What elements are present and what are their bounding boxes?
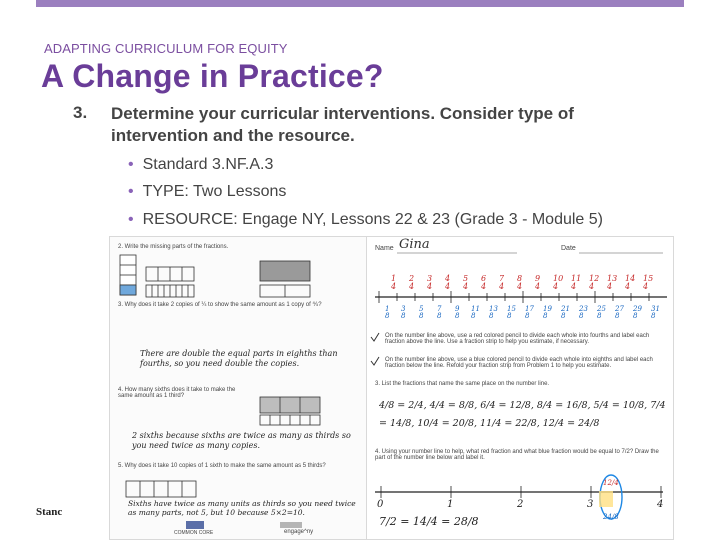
svg-text:4: 4 bbox=[499, 282, 505, 291]
svg-text:8: 8 bbox=[561, 312, 566, 320]
worksheet-image-right bbox=[366, 236, 674, 540]
svg-text:5: 5 bbox=[463, 274, 469, 283]
svg-text:19: 19 bbox=[543, 305, 552, 313]
svg-text:4: 4 bbox=[625, 282, 631, 291]
step-number: 3. bbox=[73, 103, 88, 122]
svg-text:15: 15 bbox=[643, 274, 654, 283]
section-kicker: ADAPTING CURRICULUM FOR EQUITY bbox=[44, 41, 288, 56]
svg-text:23: 23 bbox=[579, 305, 588, 313]
scale-label: 0 bbox=[377, 499, 384, 510]
svg-text:4: 4 bbox=[553, 282, 559, 291]
worksheet-image-left bbox=[109, 236, 369, 540]
svg-text:8: 8 bbox=[651, 312, 656, 320]
worksheet-date-label: Date bbox=[561, 245, 576, 252]
top-accent-bar bbox=[36, 0, 684, 7]
svg-text:14: 14 bbox=[625, 274, 636, 283]
worksheet-question: 5. Why does it take 10 copies of 1 sixth to make the same amount as 5 thirds? bbox=[118, 463, 326, 469]
svg-text:8: 8 bbox=[525, 312, 530, 320]
bullet-dot-icon: • bbox=[128, 183, 134, 200]
slide-title: A Change in Practice? bbox=[41, 58, 384, 94]
bullet-item bbox=[128, 211, 603, 229]
svg-text:6: 6 bbox=[481, 274, 487, 283]
svg-text:17: 17 bbox=[525, 305, 534, 313]
svg-text:8: 8 bbox=[401, 312, 406, 320]
svg-text:5: 5 bbox=[419, 305, 424, 313]
student-name: Gina bbox=[399, 237, 430, 252]
worksheet-name-label: Name bbox=[375, 245, 394, 252]
svg-text:3: 3 bbox=[427, 274, 433, 283]
svg-text:8: 8 bbox=[419, 312, 424, 320]
brand-logo-right: engage^ny bbox=[284, 529, 314, 535]
bullet-item bbox=[128, 156, 273, 174]
worksheet-question: 3. List the fractions that name the same place on the number line. bbox=[375, 381, 550, 387]
footer-text: Stanc bbox=[36, 506, 63, 518]
brand-logo-left: COMMON CORE bbox=[174, 530, 214, 536]
svg-text:8: 8 bbox=[633, 312, 638, 320]
svg-text:31: 31 bbox=[651, 305, 660, 313]
handwritten-answer: 7/2 = 14/4 = 28/8 bbox=[379, 515, 479, 528]
svg-text:8: 8 bbox=[471, 312, 476, 320]
svg-text:15: 15 bbox=[507, 305, 516, 313]
svg-text:13: 13 bbox=[607, 274, 618, 283]
svg-text:4: 4 bbox=[643, 282, 649, 291]
handwritten-answer: 2 sixths because sixths are twice as many as thirds so you need twice as many copies. bbox=[132, 431, 351, 450]
bullet-text: RESOURCE: Engage NY, Lessons 22 & 23 (Grade 3 - Module 5) bbox=[142, 211, 603, 228]
svg-text:7: 7 bbox=[499, 274, 505, 283]
svg-text:8: 8 bbox=[385, 312, 390, 320]
svg-text:7: 7 bbox=[437, 305, 442, 313]
svg-text:4: 4 bbox=[517, 282, 523, 291]
svg-text:4: 4 bbox=[445, 282, 451, 291]
bullet-text: Standard 3.NF.A.3 bbox=[142, 156, 274, 173]
svg-text:13: 13 bbox=[489, 305, 498, 313]
svg-text:4: 4 bbox=[589, 282, 595, 291]
worksheet-question: 3. Why does it take 2 copies of ¼ to show the same amount as 1 copy of ⅘? bbox=[118, 302, 322, 308]
svg-text:9: 9 bbox=[455, 305, 460, 313]
scale-label: 4 bbox=[657, 499, 664, 510]
bullet-dot-icon: • bbox=[128, 211, 134, 228]
bullet-item bbox=[128, 183, 286, 201]
svg-text:3: 3 bbox=[401, 305, 406, 313]
svg-text:4: 4 bbox=[607, 282, 613, 291]
svg-text:4: 4 bbox=[391, 282, 397, 291]
svg-text:4: 4 bbox=[463, 282, 469, 291]
svg-text:21: 21 bbox=[561, 305, 570, 313]
worksheet-question: 4. Using your number line to help, what red fraction and what blue fraction would be equal to 7/2? Draw the part of the number line below and label it. bbox=[375, 449, 659, 461]
svg-text:4: 4 bbox=[445, 274, 451, 283]
svg-text:11: 11 bbox=[471, 305, 480, 313]
svg-text:10: 10 bbox=[553, 274, 564, 283]
step-text: Determine your curricular interventions. Consider type of intervention and the resource. bbox=[111, 104, 574, 145]
worksheet-question: On the number line above, use a blue colored pencil to divide each whole into eighths and label each fraction below the line. Refold your fraction strip from Problem 1 to help you estimate. bbox=[385, 357, 653, 369]
svg-text:4: 4 bbox=[409, 282, 415, 291]
svg-text:8: 8 bbox=[455, 312, 460, 320]
bullet-dot-icon: • bbox=[128, 156, 134, 173]
svg-text:4: 4 bbox=[427, 282, 433, 291]
scale-label: 3 bbox=[587, 499, 594, 510]
svg-text:29: 29 bbox=[633, 305, 642, 313]
svg-text:8: 8 bbox=[615, 312, 620, 320]
highlight-fraction: 12/4 bbox=[603, 479, 619, 487]
svg-text:8: 8 bbox=[489, 312, 494, 320]
svg-text:1: 1 bbox=[391, 274, 397, 283]
svg-text:4: 4 bbox=[571, 282, 577, 291]
highlight-fraction: 24/8 bbox=[603, 513, 619, 521]
svg-text:8: 8 bbox=[543, 312, 548, 320]
svg-text:27: 27 bbox=[615, 305, 624, 313]
svg-text:25: 25 bbox=[597, 305, 606, 313]
svg-text:4: 4 bbox=[481, 282, 487, 291]
svg-text:11: 11 bbox=[571, 274, 582, 283]
bullet-text: TYPE: Two Lessons bbox=[142, 183, 287, 200]
svg-text:12: 12 bbox=[589, 274, 600, 283]
handwritten-answer: Sixths have twice as many units as thirds so you need twice as many parts, not 5, but 10 because 5×2=10. bbox=[128, 499, 356, 517]
svg-text:8: 8 bbox=[437, 312, 442, 320]
worksheet-question: 4. How many sixths does it take to make the same amount as 1 third? bbox=[118, 387, 236, 399]
svg-text:8: 8 bbox=[507, 312, 512, 320]
worksheet-question: On the number line above, use a red colored pencil to divide each whole into fourths and label each fraction above the line. Use a fraction strip to help you estimate, if necessary. bbox=[385, 333, 650, 345]
worksheet-right-drawing bbox=[367, 237, 673, 539]
svg-text:4: 4 bbox=[535, 282, 541, 291]
svg-text:8: 8 bbox=[597, 312, 602, 320]
svg-text:1: 1 bbox=[385, 305, 390, 313]
handwritten-answer: There are double the equal parts in eighths than fourths, so you need double the copies. bbox=[140, 349, 338, 368]
svg-text:2: 2 bbox=[409, 274, 415, 283]
svg-text:8: 8 bbox=[517, 274, 523, 283]
scale-label: 1 bbox=[447, 499, 454, 510]
svg-text:9: 9 bbox=[535, 274, 541, 283]
handwritten-answer: 4/8 = 2/4, 4/4 = 8/8, 6/4 = 12/8, 8/4 = 16/8, 5/4 = 10/8, 7/4 = 14/8, 10/4 = 20/8, 11/4 = 22/8, 12/4 = 24/8 bbox=[379, 400, 666, 429]
svg-text:8: 8 bbox=[579, 312, 584, 320]
worksheet-question: 2. Write the missing parts of the fractions. bbox=[118, 244, 229, 250]
scale-label: 2 bbox=[517, 499, 524, 510]
